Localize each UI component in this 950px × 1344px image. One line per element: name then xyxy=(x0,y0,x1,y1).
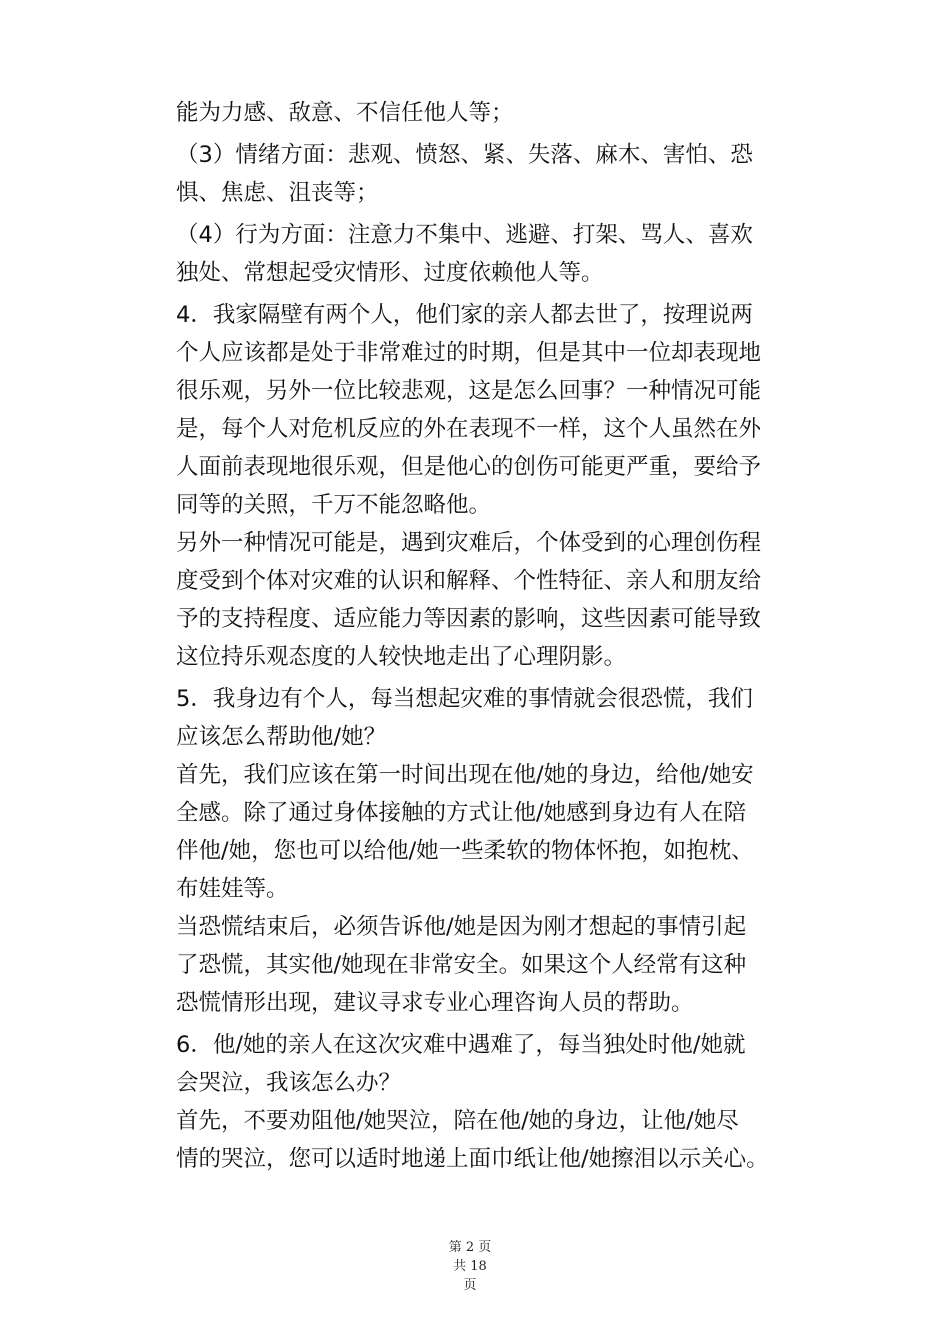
text-line: 是，每个人对危机反应的外在表现不一样，这个人虽然在外 xyxy=(176,416,762,442)
text-line: 了恐慌，其实他/她现在非常安全。如果这个人经常有这种 xyxy=(176,952,747,978)
page-number-total: 共 18 xyxy=(453,1259,487,1274)
text-line: 个人应该都是处于非常难过的时期，但是其中一位却表现地 xyxy=(176,340,762,366)
text-line: 惧、焦虑、沮丧等； xyxy=(176,180,379,206)
text-line: 伴他/她，您也可以给他/她一些柔软的物体怀抱，如抱枕、 xyxy=(176,838,754,864)
text-line: 全感。除了通过身体接触的方式让他/她感到身边有人在陪 xyxy=(176,800,747,826)
text-line: 会哭泣，我该怎么办？ xyxy=(176,1070,402,1096)
text-line: 应该怎么帮助他/她？ xyxy=(176,724,387,750)
text-line: 很乐观，另外一位比较悲观，这是怎么回事？一种情况可能 xyxy=(176,378,762,404)
text-line: 同等的关照，千万不能忽略他。 xyxy=(176,492,492,518)
text-line: （4）行为方面：注意力不集中、逃避、打架、骂人、喜欢 xyxy=(176,222,753,248)
text-line: 4．我家隔壁有两个人，他们家的亲人都去世了，按理说两 xyxy=(176,302,753,328)
text-line: 独处、常想起受灾情形、过度依赖他人等。 xyxy=(176,260,604,286)
text-line: 另外一种情况可能是，遇到灾难后，个体受到的心理创伤程 xyxy=(176,530,762,556)
text-line: 当恐慌结束后，必须告诉他/她是因为刚才想起的事情引起 xyxy=(176,914,747,940)
text-line: 人面前表现地很乐观，但是他心的创伤可能更严重，要给予 xyxy=(176,454,762,480)
page-number-footer xyxy=(425,1238,515,1295)
text-line: 首先，我们应该在第一时间出现在他/她的身边，给他/她安 xyxy=(176,762,754,788)
text-line: 予的支持程度、适应能力等因素的影响，这些因素可能导致 xyxy=(176,606,762,632)
page-number-unit: 页 xyxy=(463,1278,477,1293)
document-body xyxy=(176,94,826,1178)
text-line: （3）情绪方面：悲观、愤怒、紧、失落、麻木、害怕、恐 xyxy=(176,142,753,168)
text-line: 这位持乐观态度的人较快地走出了心理阴影。 xyxy=(176,644,627,670)
page-number-current: 第 2 页 xyxy=(448,1240,492,1255)
text-line: 布娃娃等。 xyxy=(176,876,289,902)
text-line: 情的哭泣，您可以适时地递上面巾纸让他/她擦泪以示关心。 xyxy=(176,1146,769,1172)
text-line: 能为力感、敌意、不信任他人等； xyxy=(176,100,514,126)
text-line: 5．我身边有个人，每当想起灾难的事情就会很恐慌，我们 xyxy=(176,686,753,712)
text-line: 度受到个体对灾难的认识和解释、个性特征、亲人和朋友给 xyxy=(176,568,762,594)
text-line: 6．他/她的亲人在这次灾难中遇难了，每当独处时他/她就 xyxy=(176,1032,746,1058)
text-line: 恐慌情形出现，建议寻求专业心理咨询人员的帮助。 xyxy=(176,990,694,1016)
text-line: 首先，不要劝阻他/她哭泣，陪在他/她的身边，让他/她尽 xyxy=(176,1108,739,1134)
